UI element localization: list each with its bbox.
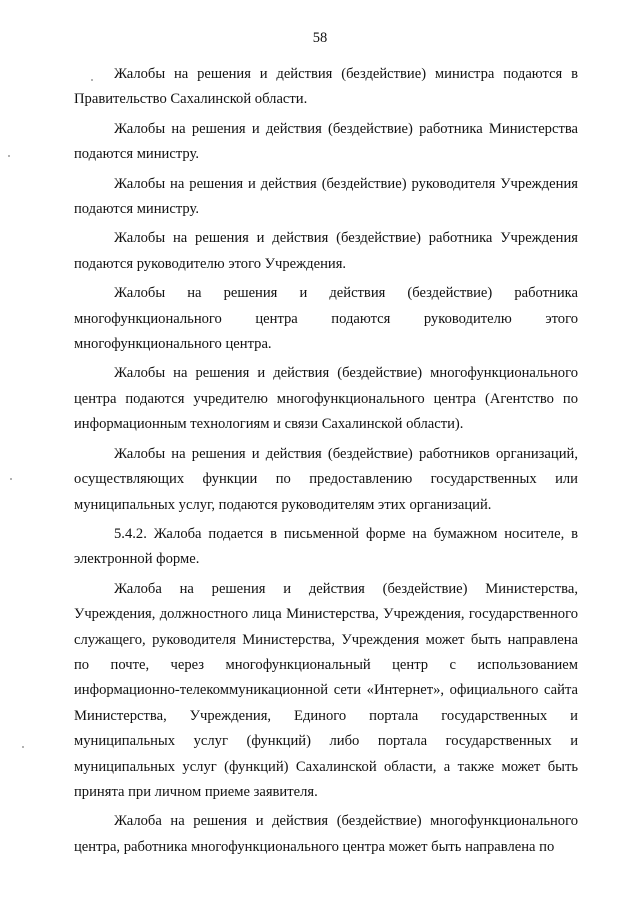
paragraph-complaint-submission-channels: Жалоба на решения и действия (бездействие) Министерства, Учреждения, должностного лица Министерства, Учреждения, государственного служащего, руководителя Министерства, Учреждения может быть направлена по почте, через многофункциональный центр с использованием информационно-телекоммуникационной сети «Интернет», официального сайта Министерства, Учреждения, Единого портала государственных и муниципальных услуг (функций) либо портала государственных и муниципальных услуг (функций) Сахалинской области, а также может быть принята при личном приеме заявителя. (74, 580, 578, 800)
paragraph-complaint-institution-employee: Жалобы на решения и действия (бездействие) работника Учреждения подаются руководителю этого Учреждения. (74, 230, 578, 272)
scan-speck (8, 155, 10, 157)
document-body (74, 62, 578, 864)
paragraph-complaint-minister: Жалобы на решения и действия (бездействие) министра подаются в Правительство Сахалинской области. (74, 66, 578, 108)
paragraph-complaint-institution-head: Жалобы на решения и действия (бездействие) руководителя Учреждения подаются министру. (74, 175, 578, 218)
scan-speck (91, 79, 93, 81)
paragraph-complaint-mfc-employee: Жалобы на решения и действия (бездействие) работника многофункционального центра подаются руководителю этого многофункционального центра. (74, 285, 578, 353)
paragraph-complaint-mfc-submission: Жалоба на решения и действия (бездействие) многофункционального центра, работника многофункционального центра может быть направлена по (74, 813, 578, 855)
paragraph-section-5-4-2: 5.4.2. Жалоба подается в письменной форме на бумажном носителе, в электронной форме. (74, 525, 578, 568)
scan-speck (10, 478, 12, 480)
paragraph-complaint-mfc: Жалобы на решения и действия (бездействие) многофункционального центра подаются учредителю многофункционального центра (Агентство по информационным технологиям и связи Сахалинской области). (74, 365, 578, 433)
paragraph-complaint-organizations: Жалобы на решения и действия (бездействие) работников организаций, осуществляющих функции по предоставлению государственных или муниципальных услуг, подаются руководителям этих организаций. (74, 445, 578, 513)
paragraph-complaint-ministry-employee: Жалобы на решения и действия (бездействие) работника Министерства подаются министру. (74, 120, 578, 163)
page-number: 58 (312, 30, 328, 46)
scan-speck (22, 746, 24, 748)
